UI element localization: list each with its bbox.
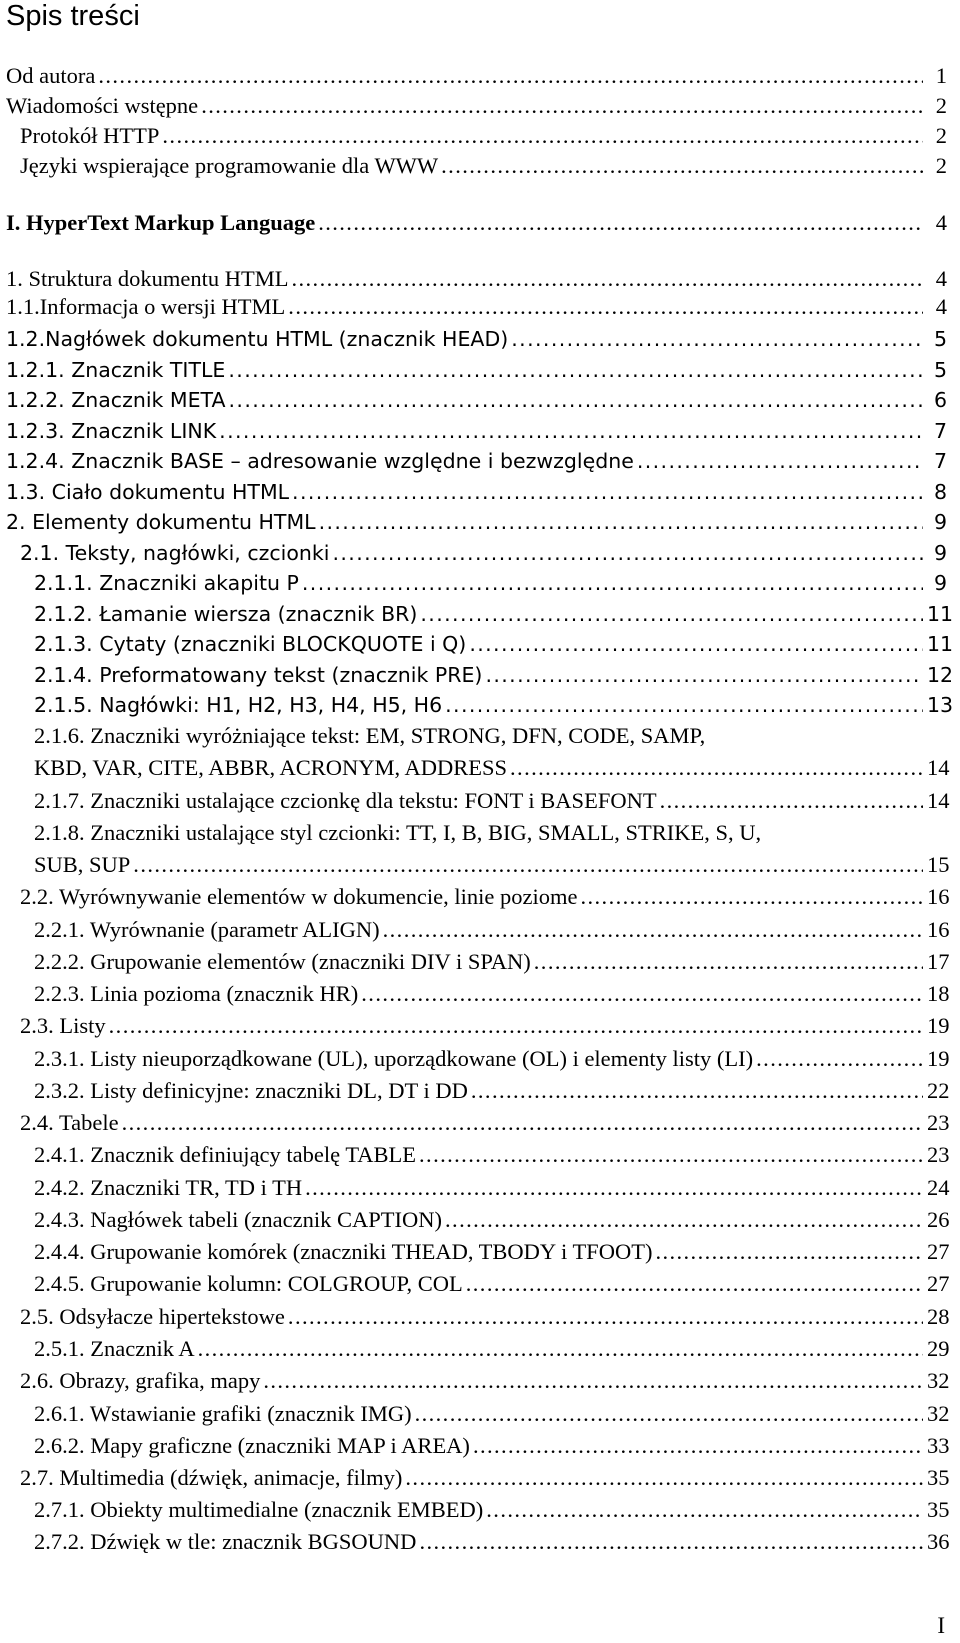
toc-entry[interactable]	[34, 949, 950, 975]
toc-entry[interactable]	[6, 266, 947, 292]
toc-leader-dots	[445, 692, 923, 718]
toc-entry[interactable]	[34, 1497, 950, 1523]
toc-page-number: 29	[927, 1336, 950, 1361]
toc-entry-first-line[interactable]	[34, 820, 761, 846]
toc-page-number: 5	[933, 358, 947, 382]
footer-page-number: I	[937, 1613, 945, 1638]
toc-entry[interactable]	[6, 387, 947, 413]
toc-entry-text: SUB, SUP	[34, 852, 131, 877]
toc-page-number: 9	[933, 541, 947, 565]
toc-leader-dots	[332, 540, 923, 566]
toc-page-number: 33	[927, 1433, 950, 1458]
toc-leader-dots	[534, 949, 923, 975]
toc-leader-dots	[109, 1013, 923, 1039]
toc-entry[interactable]	[6, 294, 947, 320]
toc-entry[interactable]	[34, 662, 954, 688]
toc-leader-dots	[415, 1401, 923, 1427]
toc-page-number: 11	[927, 602, 954, 626]
toc-leader-dots	[419, 1529, 923, 1555]
toc-leader-dots	[420, 601, 923, 627]
toc-entry-text: 2.4.3. Nagłówek tabeli (znacznik CAPTION)	[34, 1207, 443, 1232]
toc-page-number: 36	[927, 1529, 950, 1554]
toc-page-number: 19	[927, 1013, 950, 1038]
toc-entry[interactable]	[6, 418, 947, 444]
toc-entry-text: KBD, VAR, CITE, ABBR, ACRONYM, ADDRESS	[34, 755, 508, 780]
toc-leader-dots	[219, 418, 923, 444]
toc-leader-dots	[485, 662, 923, 688]
toc-leader-dots	[305, 1175, 923, 1201]
toc-entry[interactable]	[6, 93, 947, 119]
toc-entry-text: 1.2.3. Znacznik LINK	[6, 419, 217, 443]
toc-leader-dots	[466, 1271, 923, 1297]
toc-page-number: 18	[927, 981, 950, 1006]
toc-entry-first-line[interactable]	[34, 723, 705, 749]
toc-entry-text: 2.5. Odsyłacze hipertekstowe	[20, 1304, 285, 1329]
toc-entry[interactable]	[20, 1110, 950, 1136]
toc-leader-dots	[318, 210, 923, 236]
toc-leader-dots	[291, 266, 923, 292]
toc-leader-dots	[263, 1368, 923, 1394]
toc-entry[interactable]	[34, 601, 954, 627]
toc-page-number: 11	[927, 632, 954, 656]
toc-leader-dots	[361, 981, 923, 1007]
toc-entry[interactable]	[34, 1142, 950, 1168]
toc-leader-dots	[319, 509, 923, 535]
toc-page-number: 4	[935, 294, 947, 319]
toc-entry-text: 2.1.4. Preformatowany tekst (znacznik PRE)	[34, 663, 483, 687]
toc-page-number: 17	[927, 949, 950, 974]
toc-page-number: 23	[927, 1142, 950, 1167]
toc-entry-text: 1.2.Nagłówek dokumentu HTML (znacznik HEAD)	[6, 327, 509, 351]
toc-entry[interactable]	[34, 631, 954, 657]
toc-page-number: 8	[933, 480, 947, 504]
toc-entry-text: 2.1.7. Znaczniki ustalające czcionkę dla tekstu: FONT i BASEFONT	[34, 788, 657, 813]
toc-leader-dots	[201, 93, 923, 119]
toc-entry[interactable]	[20, 1304, 950, 1330]
toc-leader-dots	[510, 755, 923, 781]
toc-entry-text: 2.2.3. Linia pozioma (znacznik HR)	[34, 981, 359, 1006]
toc-page-number: 24	[927, 1175, 950, 1200]
toc-entry[interactable]	[6, 357, 947, 383]
toc-entry[interactable]	[34, 570, 947, 596]
toc-page-number: 5	[933, 327, 947, 351]
toc-entry[interactable]	[20, 540, 947, 566]
toc-entry[interactable]	[34, 1207, 950, 1233]
toc-page-number: 14	[927, 788, 950, 813]
toc-leader-dots	[655, 1239, 923, 1265]
toc-entry-text: 2.3. Listy	[20, 1013, 106, 1038]
toc-entry[interactable]	[34, 755, 950, 781]
toc-entry-text: Protokół HTTP	[20, 123, 160, 148]
toc-entry-text: 2.1. Teksty, nagłówki, czcionki	[20, 541, 330, 565]
toc-page-number: 2	[935, 153, 947, 178]
toc-entry[interactable]	[6, 326, 947, 352]
toc-entry-text: 1.2.2. Znacznik META	[6, 388, 226, 412]
toc-entry-text: 2.4.1. Znacznik definiujący tabelę TABLE	[34, 1142, 417, 1167]
toc-leader-dots	[756, 1046, 923, 1072]
toc-entry-text: 2.5.1. Znacznik A	[34, 1336, 195, 1361]
toc-entry[interactable]	[6, 479, 947, 505]
toc-page-number: 4	[935, 266, 947, 291]
toc-entry-part[interactable]	[6, 210, 947, 236]
toc-page-number: 27	[927, 1271, 950, 1296]
toc-entry-text: I. HyperText Markup Language	[6, 210, 316, 235]
toc-entry-text: 2.7.2. Dźwięk w tle: znacznik BGSOUND	[34, 1529, 417, 1554]
toc-leader-dots	[580, 884, 923, 910]
toc-entry[interactable]	[34, 1529, 950, 1555]
toc-entry-text: 2.1.8. Znaczniki ustalające styl czcionki: TT, I, B, BIG, SMALL, STRIKE, S, U,	[34, 820, 762, 845]
toc-leader-dots	[162, 123, 923, 149]
toc-entry-text: 2.1.1. Znaczniki akapitu P	[34, 571, 299, 595]
toc-page-number: 28	[927, 1304, 950, 1329]
toc-page-number: 13	[927, 693, 954, 717]
toc-entry-text: 2.1.2. Łamanie wiersza (znacznik BR)	[34, 602, 418, 626]
toc-entry[interactable]	[20, 884, 950, 910]
toc-entry-text: 2.6.1. Wstawianie grafiki (znacznik IMG)	[34, 1401, 412, 1426]
toc-page-number: 22	[927, 1078, 950, 1103]
toc-page-number: 35	[927, 1497, 950, 1522]
toc-leader-dots	[419, 1142, 923, 1168]
toc-leader-dots	[122, 1110, 923, 1136]
toc-leader-dots	[133, 852, 923, 878]
toc-leader-dots	[473, 1433, 923, 1459]
toc-entry[interactable]	[20, 153, 947, 179]
toc-entry-text: 1.1.Informacja o wersji HTML	[6, 294, 286, 319]
toc-page-number: 7	[933, 449, 947, 473]
toc-entry[interactable]	[34, 788, 950, 814]
toc-entry-text: 1.2.1. Znacznik TITLE	[6, 358, 226, 382]
toc-leader-dots	[288, 1304, 923, 1330]
toc-page-number: 2	[935, 123, 947, 148]
toc-entry[interactable]	[34, 1078, 950, 1104]
toc-entry[interactable]	[20, 1368, 950, 1394]
toc-page-number: 6	[933, 388, 947, 412]
toc-page-number: 1	[935, 63, 947, 88]
page-title: Spis treści	[6, 0, 140, 32]
toc-entry[interactable]	[20, 1465, 950, 1491]
toc-entry[interactable]	[34, 1175, 950, 1201]
toc-leader-dots	[471, 1078, 923, 1104]
toc-entry[interactable]	[20, 1013, 950, 1039]
toc-entry-text: 2. Elementy dokumentu HTML	[6, 510, 316, 534]
toc-leader-dots	[228, 357, 923, 383]
toc-page-number: 19	[927, 1046, 950, 1071]
toc-entry[interactable]	[34, 981, 950, 1007]
toc-entry-text: 2.1.5. Nagłówki: H1, H2, H3, H4, H5, H6	[34, 693, 443, 717]
toc-entry-text: 2.4.4. Grupowanie komórek (znaczniki THEAD, TBODY i TFOOT)	[34, 1239, 653, 1264]
toc-entry[interactable]	[6, 63, 947, 89]
toc-entry-text: 2.2.1. Wyrównanie (parametr ALIGN)	[34, 917, 380, 942]
toc-entry-text: 2.3.2. Listy definicyjne: znaczniki DL, DT i DD	[34, 1078, 468, 1103]
toc-leader-dots	[469, 631, 923, 657]
toc-page-number: 12	[927, 663, 954, 687]
toc-leader-dots	[292, 479, 923, 505]
toc-entry-text: Języki wspierające programowanie dla WWW	[20, 153, 439, 178]
toc-entry-text: 2.1.6. Znaczniki wyróżniające tekst: EM, STRONG, DFN, CODE, SAMP,	[34, 723, 706, 748]
toc-entry-text: 2.4. Tabele	[20, 1110, 119, 1135]
toc-entry[interactable]	[34, 692, 954, 718]
toc-entry-text: 2.2.2. Grupowanie elementów (znaczniki DIV i SPAN)	[34, 949, 531, 974]
toc-entry[interactable]	[20, 123, 947, 149]
toc-leader-dots	[441, 153, 923, 179]
toc-page-number: 32	[927, 1401, 950, 1426]
toc-entry-text: 1.2.4. Znacznik BASE – adresowanie względne i bezwzględne	[6, 449, 634, 473]
toc-leader-dots	[383, 917, 923, 943]
toc-entry[interactable]	[34, 1336, 950, 1362]
toc-entry-text: 1.3. Ciało dokumentu HTML	[6, 480, 290, 504]
toc-page-number: 9	[933, 571, 947, 595]
toc-page-number: 26	[927, 1207, 950, 1232]
toc-page-number: 14	[927, 755, 950, 780]
toc-entry[interactable]	[34, 1433, 950, 1459]
toc-page-number: 32	[927, 1368, 950, 1393]
toc-page-number: 4	[935, 210, 947, 235]
toc-leader-dots	[229, 387, 924, 413]
toc-entry-text: 2.7.1. Obiekty multimedialne (znacznik EMBED)	[34, 1497, 484, 1522]
toc-entry[interactable]	[34, 1401, 950, 1427]
toc-leader-dots	[486, 1497, 923, 1523]
toc-page-number: 15	[927, 852, 950, 877]
toc-page-number: 2	[935, 93, 947, 118]
toc-leader-dots	[660, 788, 923, 814]
toc-leader-dots	[288, 294, 923, 320]
toc-entry-text: 2.7. Multimedia (dźwięk, animacje, filmy)	[20, 1465, 403, 1490]
toc-page-number: 27	[927, 1239, 950, 1264]
toc-entry[interactable]	[34, 1239, 950, 1265]
toc-entry-text: 1. Struktura dokumentu HTML	[6, 266, 289, 291]
toc-leader-dots	[98, 63, 923, 89]
toc-entry[interactable]	[34, 917, 950, 943]
toc-entry-text: 2.6. Obrazy, grafika, mapy	[20, 1368, 261, 1393]
toc-entry[interactable]	[34, 1046, 950, 1072]
toc-entry-text: 2.1.3. Cytaty (znaczniki BLOCKQUOTE i Q)	[34, 632, 467, 656]
toc-page-number: 35	[927, 1465, 950, 1490]
toc-entry[interactable]	[34, 852, 950, 878]
toc-leader-dots	[405, 1465, 923, 1491]
toc-entry[interactable]	[34, 1271, 950, 1297]
toc-leader-dots	[302, 570, 923, 596]
toc-entry-text: 2.3.1. Listy nieuporządkowane (UL), uporządkowane (OL) i elementy listy (LI)	[34, 1046, 754, 1071]
toc-entry-text: 2.4.2. Znaczniki TR, TD i TH	[34, 1175, 303, 1200]
toc-entry[interactable]	[6, 448, 947, 474]
toc-page-number: 16	[927, 884, 950, 909]
toc-entry-text: Wiadomości wstępne	[6, 93, 199, 118]
toc-leader-dots	[198, 1336, 923, 1362]
toc-leader-dots	[445, 1207, 923, 1233]
toc-leader-dots	[511, 326, 923, 352]
toc-page-number: 16	[927, 917, 950, 942]
toc-page-number: 7	[933, 419, 947, 443]
toc-entry-text: 2.6.2. Mapy graficzne (znaczniki MAP i AREA)	[34, 1433, 470, 1458]
toc-page-number: 9	[933, 510, 947, 534]
toc-entry-text: 2.4.5. Grupowanie kolumn: COLGROUP, COL	[34, 1271, 463, 1296]
toc-entry-text: 2.2. Wyrównywanie elementów w dokumencie, linie poziome	[20, 884, 578, 909]
toc-page-number: 23	[927, 1110, 950, 1135]
toc-entry[interactable]	[6, 509, 947, 535]
toc-entry-text: Od autora	[6, 63, 96, 88]
toc-leader-dots	[637, 448, 923, 474]
